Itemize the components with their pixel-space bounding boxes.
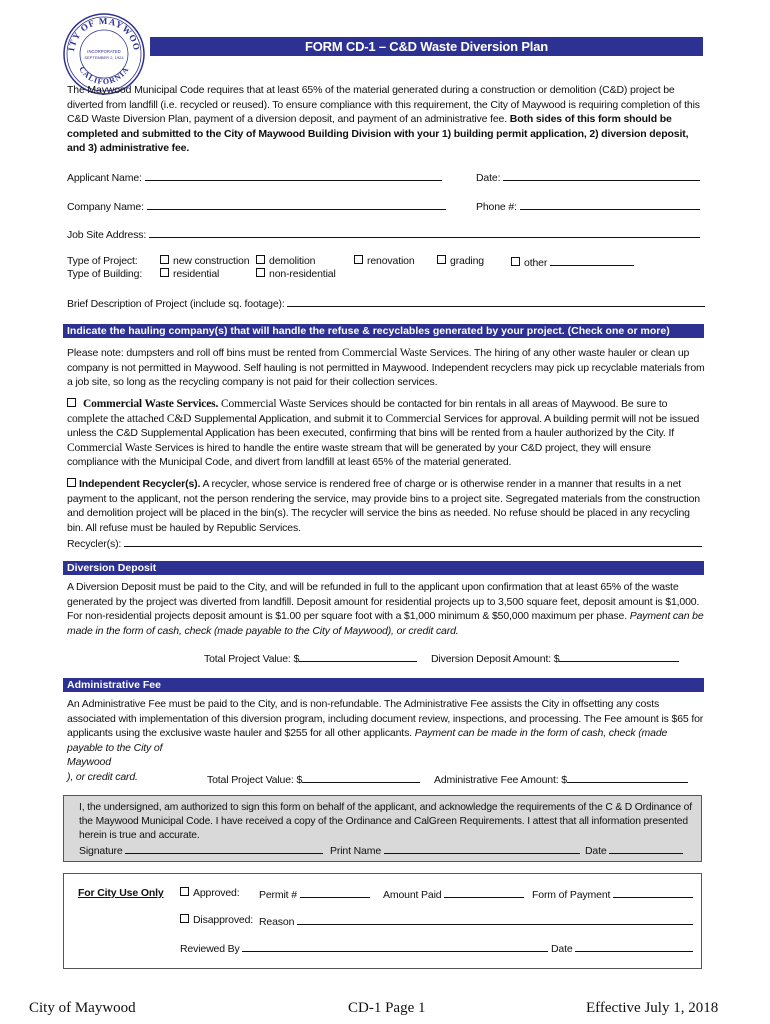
- amount-paid-line[interactable]: [444, 887, 524, 898]
- deposit-payment-note: Payment can be made in the form of cash, check (made payable to the City of Maywood), or credit card.: [67, 610, 704, 637]
- cws-name-3: Commercial Waste: [67, 441, 152, 454]
- approved-option[interactable]: [180, 887, 240, 899]
- permit-label: Permit #: [259, 889, 297, 901]
- admin-fee-amount-label: Administrative Fee Amount: $: [434, 774, 567, 786]
- checkbox-icon[interactable]: [67, 398, 76, 407]
- hauling-note-company: Commercial Waste: [341, 347, 427, 359]
- intro-paragraph: [67, 83, 707, 156]
- option-other[interactable]: [511, 255, 634, 269]
- seal-incorporated: INCORPORATED: [87, 49, 121, 54]
- option-label: non-residential: [269, 268, 336, 280]
- form-payment-row: [532, 887, 693, 901]
- option-grading[interactable]: [437, 255, 484, 267]
- recyclers-row: [67, 536, 702, 550]
- permit-line[interactable]: [300, 887, 370, 898]
- brief-description-line[interactable]: [287, 296, 705, 307]
- hauling-note-text-2: Services. The hiring of any other waste hauler or clean up company is not permitted in Maywood. Self hauling is not permitted in Maywood. Independent recyclers may pick up recyclable materials from a job site, so long as the recycling company is not paid for their collection services.: [67, 347, 705, 389]
- approved-label: Approved:: [193, 887, 240, 899]
- commercial-waste-title: Commercial Waste Services.: [83, 398, 219, 410]
- amount-paid-row: [383, 887, 524, 901]
- applicant-name-row: [67, 170, 442, 184]
- date-label: Date:: [476, 172, 501, 184]
- deposit-amount: [431, 651, 679, 665]
- date-row: [476, 170, 700, 184]
- signature-row: [79, 843, 323, 857]
- other-line[interactable]: [550, 255, 634, 266]
- city-use-title: For City Use Only: [78, 887, 164, 899]
- recyclers-label: Recycler(s):: [67, 538, 122, 550]
- city-date-label: Date: [551, 943, 573, 955]
- checkbox-icon[interactable]: [256, 268, 265, 277]
- phone-row: [476, 199, 700, 213]
- applicant-name-line[interactable]: [145, 170, 442, 181]
- svg-text:CITY OF MAYWOOD: [62, 12, 142, 52]
- option-renovation[interactable]: [354, 255, 415, 267]
- option-residential[interactable]: [160, 268, 219, 280]
- certification-box: [63, 795, 702, 862]
- deposit-total-project-value: [204, 651, 417, 665]
- brief-description-label: Brief Description of Project (include sq. footage):: [67, 298, 285, 310]
- footer-center: CD-1 Page 1: [348, 1000, 426, 1016]
- cws-text-3: Services for approval. A building permit will not be issued unless the C&D Supplemental Application has been executed, confirming that bins will be rented from a hauler authorized by the City. If: [67, 412, 700, 440]
- brief-description-row: [67, 296, 705, 310]
- cws-text: Services should be contacted for bin rentals in all areas of Maywood. Be sure to: [308, 398, 668, 410]
- reviewed-by-line[interactable]: [242, 941, 548, 952]
- hauling-note: [67, 346, 705, 390]
- option-label: grading: [450, 255, 484, 267]
- job-site-line[interactable]: [149, 227, 700, 238]
- admin-total-project-value: [207, 772, 420, 786]
- hauling-header: Indicate the hauling company(s) that will handle the refuse & recyclables generated by your project. (Check one or more): [63, 324, 704, 338]
- company-name-row: [67, 199, 446, 213]
- option-non-residential[interactable]: [256, 268, 336, 280]
- phone-label: Phone #:: [476, 201, 517, 213]
- independent-recycler-title: Independent Recycler(s).: [79, 478, 201, 490]
- form-title-bar: [150, 37, 703, 56]
- checkbox-icon[interactable]: [256, 255, 265, 264]
- independent-recycler-text: A recycler, whose service is rendered free of charge or is otherwise render in a manner that results in a net payment to the applicant, not the person rendering the service, may provide bins to a project site. Segregated materials from the construction and demolition project will be placed in the bin(s). The recycler will service the bins as needed. No refuse should be placed in any recycling bin. All refuse must be hauled by Republic Services.: [67, 478, 700, 534]
- reviewed-by-row: [180, 941, 548, 955]
- intro-text: The Maywood Municipal Code requires that at least 65% of the material generated during a construction or demolition (C&D) project be diverted from landfill (i.e. recycled or reused). To ensure compliance with this requirement, the City of Maywood is requiring completion of this C&D Waste Diversion Plan, payment of a diversion deposit, and payment of an administrative fee.: [67, 84, 700, 126]
- total-project-value-line[interactable]: [302, 772, 420, 783]
- total-project-value-line[interactable]: [299, 651, 417, 662]
- disapproved-label: Disapproved:: [193, 914, 254, 926]
- option-label: other: [524, 257, 548, 269]
- form-payment-line[interactable]: [613, 887, 693, 898]
- cws-name-2: Commercial: [385, 412, 441, 425]
- cert-date-line[interactable]: [609, 843, 683, 854]
- checkbox-icon[interactable]: [180, 887, 189, 896]
- independent-recycler-option: [67, 477, 705, 535]
- disapproved-option[interactable]: [180, 914, 253, 926]
- intro-bold-text: Both sides of this form should be completed and submitted to the City of Maywood Building Division with your 1) building permit application, 2) diversion deposit, and 3) administrative fee.: [67, 113, 689, 155]
- phone-line[interactable]: [520, 199, 700, 210]
- reason-label: Reason: [259, 916, 295, 928]
- recyclers-line[interactable]: [124, 536, 702, 547]
- applicant-name-label: Applicant Name:: [67, 172, 142, 184]
- seal-bottom-text: CALIFORNIA: [77, 64, 131, 87]
- reason-line[interactable]: [297, 914, 693, 925]
- administrative-fee-header: Administrative Fee: [63, 678, 704, 692]
- permit-row: [259, 887, 370, 901]
- date-line[interactable]: [503, 170, 700, 181]
- signature-label: Signature: [79, 845, 123, 857]
- total-project-value-label: Total Project Value: $: [207, 774, 303, 786]
- seal-top-text: ITY OF MAYWOO: [66, 15, 142, 52]
- deposit-paragraph: A Diversion Deposit must be paid to the City, and will be refunded in full to the applicant upon confirmation that at least 65% of the waste generated by the project was diverted from landfill. Deposit amount for residential projects up to 3,500 square feet, deposit amount is $1,000. For non-residential projects deposit amount is $1.00 per square foot with a $1,000 minimum & $50,000 maximum per phase.: [67, 581, 700, 623]
- checkbox-icon[interactable]: [511, 257, 520, 266]
- admin-paragraph: An Administrative Fee must be paid to the City, and is non-refundable. The Administrative Fee assists the City in offsetting any costs associated with implementation of this diversion program, including document review, inspections, and processing. The Fee amount is $65 for applicants using the exclusive waste hauler and $255 for all other applicants.: [67, 698, 704, 740]
- footer-left: City of Maywood: [29, 1000, 136, 1016]
- footer-right: Effective July 1, 2018: [586, 1000, 719, 1016]
- form-payment-label: Form of Payment: [532, 889, 611, 901]
- cert-date-row: [585, 843, 683, 857]
- company-name-line[interactable]: [147, 199, 446, 210]
- city-date-row: [551, 941, 693, 955]
- cert-date-label: Date: [585, 845, 607, 857]
- checkbox-icon[interactable]: [354, 255, 363, 264]
- option-label: residential: [173, 268, 220, 280]
- seal-date: SEPTEMBER 2, 1924: [84, 55, 124, 60]
- option-label: renovation: [367, 255, 415, 267]
- certification-text: I, the undersigned, am authorized to sign this form on behalf of the applicant, and acknowledge the requirements of the C & D Ordinance of the Maywood Municipal Code. I have received a copy of the Ordinance and CalGreen Requirements. I attest that all information presented herein is true and accurate.: [79, 802, 692, 842]
- cws-text-4: Services is hired to handle the entire waste stream that will be generated by your C&D project, they will ensure compliance with the Municipal Code, and divert from landfill at least 65% of the material generated.: [67, 441, 651, 469]
- company-name-label: Company Name:: [67, 201, 144, 213]
- cws-text-2: Supplemental Application, and submit it to: [194, 412, 383, 425]
- type-project-label: Type of Project:: [67, 255, 138, 267]
- diversion-deposit-header: Diversion Deposit: [63, 561, 704, 575]
- admin-payment-note-2: Maywood: [67, 756, 111, 769]
- job-site-row: [67, 227, 700, 241]
- checkbox-icon[interactable]: [67, 478, 76, 487]
- city-date-line[interactable]: [575, 941, 693, 952]
- option-label: demolition: [269, 255, 316, 267]
- amount-paid-label: Amount Paid: [383, 889, 442, 901]
- checkbox-icon[interactable]: [160, 268, 169, 277]
- type-building-label: Type of Building:: [67, 268, 143, 280]
- cws-text-serif: complete the attached C&D: [67, 412, 192, 425]
- city-use-box: [63, 873, 702, 969]
- cws-name: Commercial Waste: [221, 398, 306, 410]
- diversion-deposit-text: [67, 580, 705, 638]
- hauling-note-text: Please note: dumpsters and roll off bins must be rented from: [67, 347, 340, 359]
- print-name-row: [330, 843, 580, 857]
- checkbox-icon[interactable]: [437, 255, 446, 264]
- checkbox-icon[interactable]: [160, 255, 169, 264]
- checkbox-icon[interactable]: [180, 914, 189, 923]
- form-title: FORM CD-1 – C&D Waste Diversion Plan: [305, 39, 548, 54]
- deposit-amount-label: Diversion Deposit Amount: $: [431, 653, 560, 665]
- total-project-value-label: Total Project Value: $: [204, 653, 300, 665]
- admin-payment-note-3: ), or credit card.: [67, 770, 138, 783]
- admin-fee-amount: [434, 772, 688, 786]
- job-site-label: Job Site Address:: [67, 229, 147, 241]
- print-name-line[interactable]: [384, 843, 580, 854]
- commercial-waste-option: [67, 397, 705, 470]
- print-name-label: Print Name: [330, 845, 382, 857]
- reviewed-by-label: Reviewed By: [180, 943, 240, 955]
- admin-fee-amount-line[interactable]: [567, 772, 688, 783]
- option-new-construction[interactable]: [160, 255, 249, 267]
- option-demolition[interactable]: [256, 255, 315, 267]
- admin-payment-note: Payment can be made in the form of cash, check (made payable to the City of: [67, 727, 668, 754]
- signature-line[interactable]: [125, 843, 323, 854]
- deposit-amount-line[interactable]: [559, 651, 679, 662]
- reason-row: [259, 914, 693, 928]
- option-label: new construction: [173, 255, 250, 267]
